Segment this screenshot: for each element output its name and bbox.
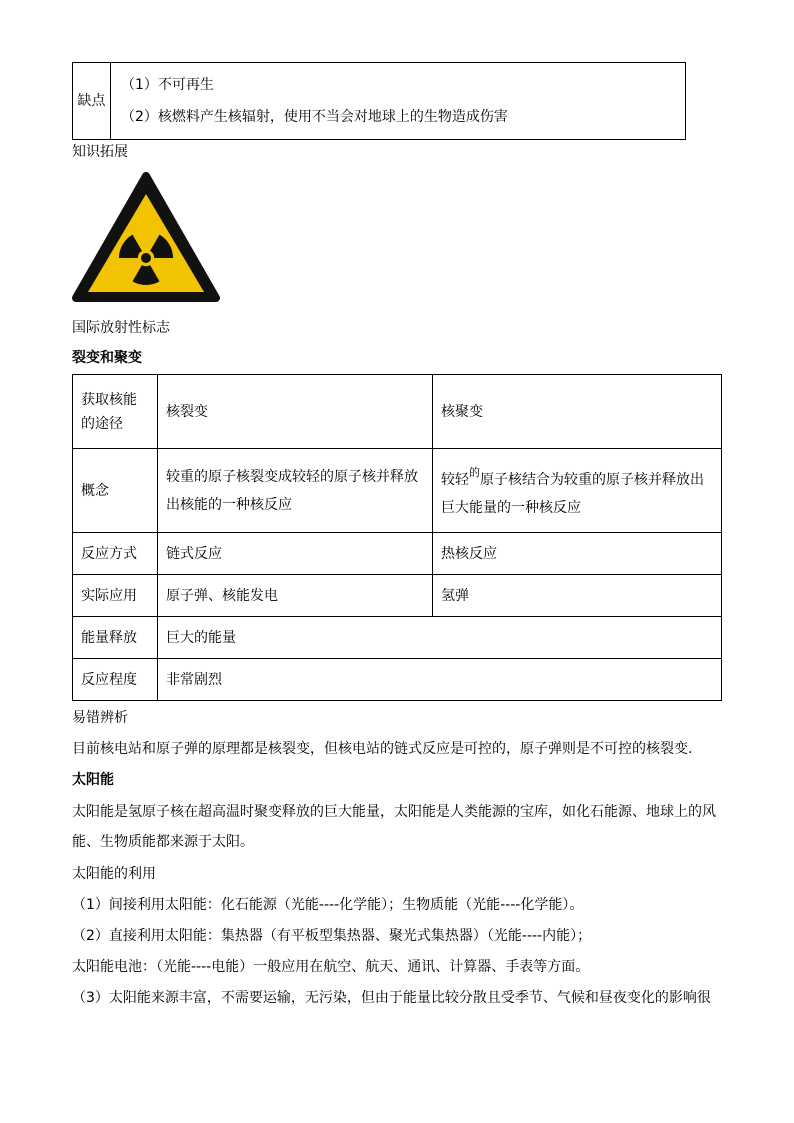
solar-use-title: 太阳能的利用 xyxy=(72,866,156,882)
header-method: 获取核能的途径 xyxy=(73,375,158,449)
cons-label: 缺点 xyxy=(73,63,111,140)
section-title-fission-fusion: 裂变和聚变 xyxy=(72,350,142,366)
energy-value: 巨大的能量 xyxy=(158,617,722,659)
row-label-application: 实际应用 xyxy=(73,575,158,617)
row-label-reaction: 反应方式 xyxy=(73,533,158,575)
cons-item: （1）不可再生 xyxy=(121,77,214,93)
solar-use-item-2: （2）直接利用太阳能：集热器（有平板型集热器、聚光式集热器）（光能----内能）； xyxy=(72,928,592,944)
header-fusion: 核聚变 xyxy=(433,375,722,449)
concept-fusion-sup: 的 xyxy=(469,466,480,479)
radiation-warning-icon xyxy=(72,172,220,304)
row-label-intensity: 反应程度 xyxy=(73,659,158,701)
application-fission: 原子弹、核能发电 xyxy=(158,575,433,617)
error-analysis-text: 目前核电站和原子弹的原理都是核裂变，但核电站的链式反应是可控的，原子弹则是不可控的核裂变. xyxy=(72,741,693,757)
solar-cell-text: 太阳能电池：（光能----电能）一般应用在航空、航天、通讯、计算器、手表等方面。 xyxy=(72,959,590,975)
header-fission: 核裂变 xyxy=(158,375,433,449)
application-fusion: 氢弹 xyxy=(433,575,722,617)
solar-paragraph-line2: 能、生物质能都来源于太阳。 xyxy=(72,834,254,850)
row-label-concept: 概念 xyxy=(73,449,158,533)
section-title-solar: 太阳能 xyxy=(72,772,114,788)
solar-use-item-1: （1）间接利用太阳能：化石能源（光能----化学能）；生物质能（光能----化学能）。 xyxy=(72,897,584,913)
row-label-energy: 能量释放 xyxy=(73,617,158,659)
solar-use-item-3: （3）太阳能来源丰富，不需要运输，无污染，但由于能量比较分散且受季节、气候和昼夜变化的影响很 xyxy=(72,990,711,1006)
cons-item: （2）核燃料产生核辐射，使用不当会对地球上的生物造成伤害 xyxy=(121,109,508,125)
knowledge-extension-title: 知识拓展 xyxy=(72,144,128,160)
reaction-fission: 链式反应 xyxy=(158,533,433,575)
solar-paragraph-line1: 太阳能是氢原子核在超高温时聚变释放的巨大能量，太阳能是人类能源的宝库，如化石能源、地球上的风 xyxy=(72,804,716,820)
intensity-value: 非常剧烈 xyxy=(158,659,722,701)
cons-content xyxy=(111,63,686,140)
concept-fusion xyxy=(433,449,722,533)
error-analysis-title: 易错辨析 xyxy=(72,710,128,726)
concept-fission: 较重的原子核裂变成较轻的原子核并释放出核能的一种核反应 xyxy=(158,449,433,533)
sign-caption: 国际放射性标志 xyxy=(72,320,170,336)
concept-fusion-post: 原子核结合为较重的原子核并释放出巨大能量的一种核反应 xyxy=(441,472,704,516)
reaction-fusion: 热核反应 xyxy=(433,533,722,575)
fission-fusion-table xyxy=(72,374,722,701)
cons-table xyxy=(72,62,686,140)
concept-fusion-pre: 较轻 xyxy=(441,472,469,488)
